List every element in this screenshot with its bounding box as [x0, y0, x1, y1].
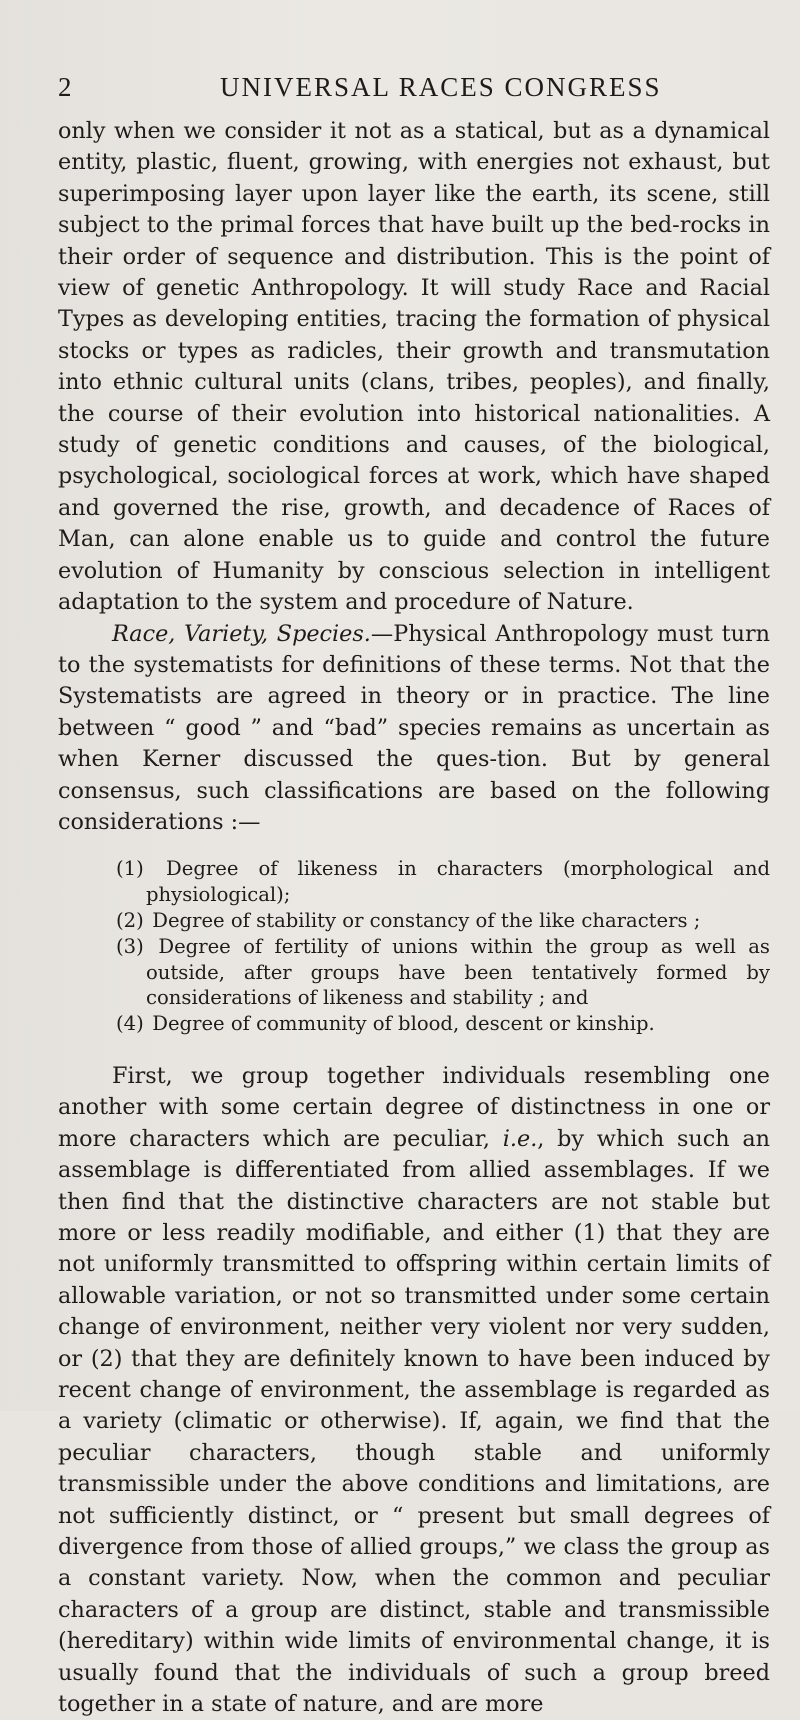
- list-text: Degree of likeness in characters (morphological and physiological);: [146, 857, 770, 907]
- ie-abbreviation: i.e.: [502, 1125, 538, 1152]
- list-item: [58, 1011, 770, 1037]
- considerations-list: [58, 856, 770, 1037]
- running-title: UNIVERSAL RACES CONGRESS: [220, 72, 662, 102]
- list-item: [58, 908, 770, 934]
- running-header: [58, 72, 758, 108]
- paragraph-text: —Physical Anthropology must turn to the systematists for definitions of these terms. Not that the Systematists are agreed in theory or in practice. The line between “ good ” and “bad” species remains as uncertain as when Kerner discussed the ques-tion. But by general consensus, such classifications are based on the following considerations :—: [58, 620, 770, 835]
- paragraph-text-before: First, we group together individuals resembling one another with some certain degree of distinctness in one or more characters which are peculiar,: [58, 1062, 770, 1152]
- paragraph-grouping: [58, 1061, 770, 1720]
- body-text: [58, 116, 770, 1720]
- list-number: (4): [116, 1012, 144, 1036]
- list-number: (2): [116, 908, 144, 932]
- list-number: (3): [116, 934, 144, 958]
- paragraph-text-after: , by which such an assemblage is differentiated from allied assemblages. If we then find that the distinctive characters are not stable but more or less readily modifiable, and either (1) that they are not uniformly transmitted to offspring within certain limits of allowable variation, or not so transmitted under some certain change of environment, neither very violent nor very sudden, or (2) that they are definitely known to have been induced by recent change of environment, the assemblage is regarded as a variety (climatic or otherwise). If, again, we find that the peculiar characters, though stable and uniformly transmissible under the above conditions and limitations, are not sufficiently distinct, or “ present but small degrees of divergence from those of allied groups,” we class the group as a constant variety. Now, when the common and peculiar characters of a group are distinct, stable and transmissible (hereditary) within wide limits of environmental change, it is usually found that the individuals of such a group breed together in a state of nature, and are more: [58, 1125, 770, 1718]
- paragraph-race-variety-species: [58, 619, 770, 839]
- list-item: [58, 934, 770, 1011]
- list-item: [58, 856, 770, 908]
- list-number: (1): [116, 857, 144, 881]
- list-text: Degree of fertility of unions within the group as well as outside, after groups have been tentatively formed by considerations of likeness and stability ; and: [146, 934, 770, 1010]
- list-text: Degree of community of blood, descent or kinship.: [152, 1012, 655, 1036]
- page-number: 2: [58, 72, 74, 102]
- list-text: Degree of stability or constancy of the like characters ;: [152, 908, 701, 932]
- paragraph-genetic-anthropology: only when we consider it not as a statical, but as a dynamical entity, plastic, fluent, growing, with energies not exhaust, but superimposing layer upon layer like the earth, its scene, still subject to the primal forces that have built up the bed-rocks in their order of sequence and distribution. This is the point of view of genetic Anthropology. It will study Race and Racial Types as developing entities, tracing the formation of physical stocks or types as radicles, their growth and transmutation into ethnic cultural units (clans, tribes, peoples), and finally, the course of their evolution into historical nationalities. A study of genetic conditions and causes, of the biological, psychological, sociological forces at work, which have shaped and governed the rise, growth, and decadence of Races of Man, can alone enable us to guide and control the future evolution of Humanity by conscious selection in intelligent adaptation to the system and procedure of Nature.: [58, 118, 770, 616]
- section-heading: Race, Variety, Species.: [112, 620, 371, 647]
